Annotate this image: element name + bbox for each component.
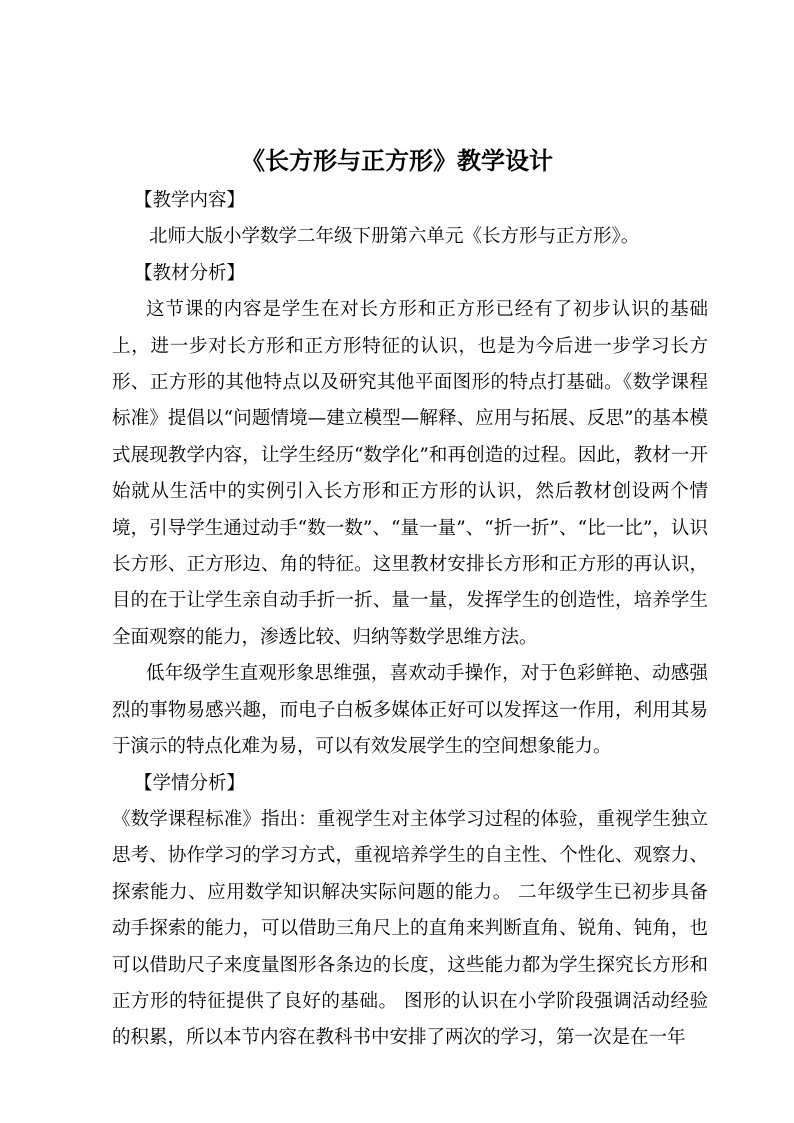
textbook-analysis-paragraph-2: 低年级学生直观形象思维强，喜欢动手操作，对于色彩鲜艳、动感强烈的事物易感兴趣，而电子白板多媒体正好可以发挥这一作用，利用其易于演示的特点化难为易，可以有效发展学生的空间想象能力。: [112, 663, 708, 758]
document-title: 《长方形与正方形》教学设计: [241, 146, 553, 175]
teaching-content-text: 北师大版小学数学二年级下册第六单元《长方形与正方形》。: [149, 226, 640, 248]
student-analysis-paragraph-1: 《数学课程标准》指出：重视学生对主体学习过程的体验，重视学生独立思考、协作学习的学习方式，重视培养学生的自主性、个性化、观察力、探索能力、应用数学知识解决实际问题的能力。 二年级学生已初步具备动手探索的能力，可以借助三角尺上的直角来判断直角、锐角、钝角，也可以借助尺子来度量图形各条边的长度，这些能力都为学生探究长方形和正方形的特征提供了良好的基础。 图形的认识在小学阶段强调活动经验的积累，所以本节内容在教科书中安排了两次的学习，第一次是在一年: [112, 808, 708, 1049]
section-heading-student-analysis: 【学情分析】: [134, 772, 246, 794]
textbook-analysis-paragraph-1: 这节课的内容是学生在对长方形和正方形已经有了初步认识的基础上，进一步对长方形和正方形特征的认识，也是为今后进一步学习长方形、正方形的其他特点以及研究其他平面图形的特点打基础。《数学课程标准》提倡以“问题情境—建立模型—解释、应用与拓展、反思”的基本模式展现教学内容，让学生经历“数学化”和再创造的过程。因此，教材一开始就从生活中的实例引入长方形和正方形的认识，然后教材创设两个情境，引导学生通过动手“数一数”、“量一量”、“折一折”、“比一比”，认识长方形、正方形边、角的特征。这里教材安排长方形和正方形的再认识，目的在于让学生亲自动手折一折、量一量，发挥学生的创造性，培养学生全面观察的能力，渗透比较、归纳等数学思维方法。: [112, 299, 708, 648]
document-body: [112, 183, 708, 1057]
section-heading-teaching-content: 【教学内容】: [134, 190, 246, 211]
section-heading-textbook-analysis: 【教材分析】: [134, 262, 246, 284]
